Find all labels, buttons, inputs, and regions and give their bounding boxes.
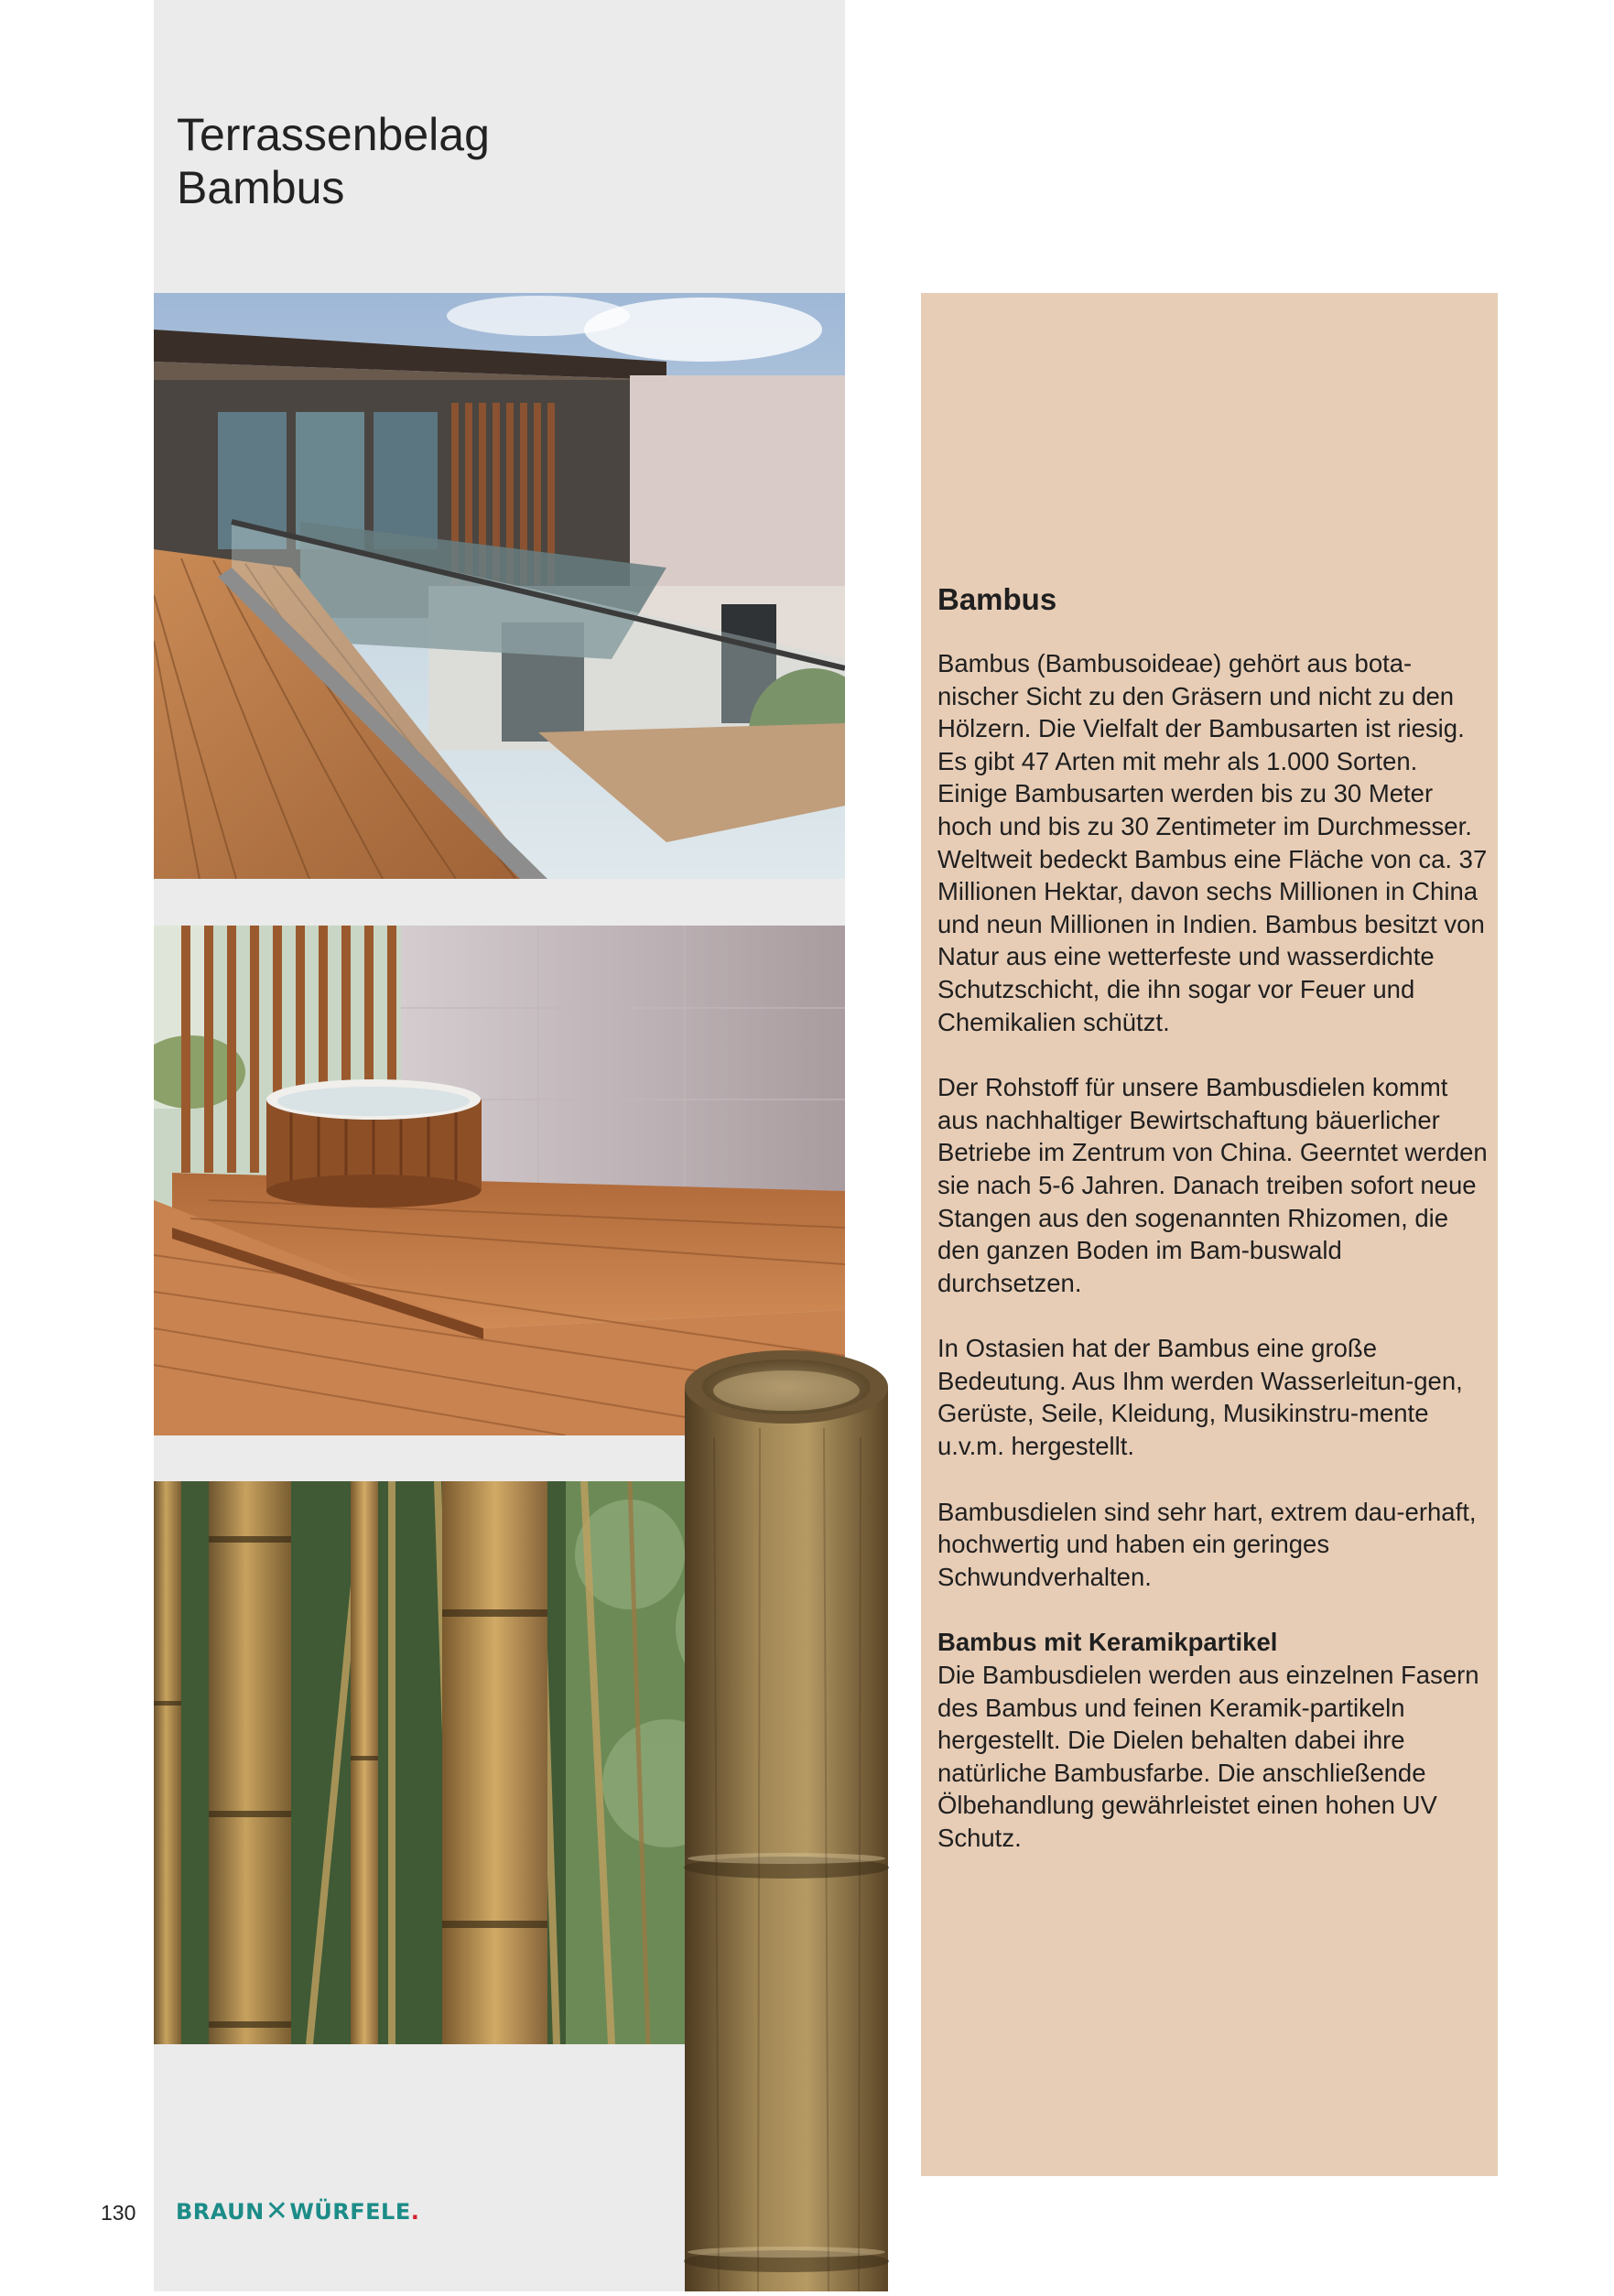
page-title-line-2: Bambus (177, 162, 345, 213)
info-paragraph-4: Bambusdielen sind sehr hart, extrem dau-erhaft, hochwertig und haben ein geringes Schwundverhalten. (937, 1497, 1477, 1591)
page-number: 130 (101, 2201, 136, 2225)
info-paragraph-2: Der Rohstoff für unsere Bambusdielen kommt aus nachhaltiger Bewirtschaftung bäuerlicher Betriebe im Zentrum von China. Geerntet werden sie nach 5-6 Jahren. Danach treiben sofort neue Stangen aus den sogenannten Rhizomen, die den ganzen Boden im Bam-buswald durchsetzen. (937, 1073, 1488, 1297)
logo-text-wuerfele: WÜRFELE (289, 2198, 411, 2225)
page-title (177, 108, 490, 214)
page-title-line-1: Terrassenbelag (177, 109, 490, 160)
info-paragraph-3: In Ostasien hat der Bambus eine große Bedeutung. Aus Ihm werden Wasserleitun-gen, Gerüste, Seile, Kleidung, Musikinstru-mente u.v.m. hergestellt. (937, 1334, 1463, 1461)
info-subheading: Bambus mit Keramikpartikel (937, 1628, 1278, 1657)
logo-dot: . (410, 2198, 420, 2225)
terrace-photo (154, 293, 845, 879)
info-paragraph-1: Bambus (Bambusoideae) gehört aus bota-nischer Sicht zu den Gräsern und nicht zu den Hölzern. Die Vielfalt der Bambusarten ist riesig. Es gibt 47 Arten mit mehr als 1.000 Sorten. Einige Bambusarten werden bis zu 30 Meter hoch und bis zu 30 Zentimeter im Durchmesser. Weltweit bedeckt Bambus eine Fläche von ca. 37 Millionen Hektar, davon sechs Millionen in China und neun Millionen in Indien. Bambus besitzt von Natur aus eine wetterfeste und wasserdichte Schutzschicht, die ihn sogar vor Feuer und Chemikalien schützt. (937, 649, 1488, 1036)
bamboo-stalk-image (677, 1346, 897, 2291)
info-section-ceramic (937, 1626, 1491, 1854)
logo-cross-icon: ✕ (265, 2195, 289, 2227)
info-content (937, 581, 1491, 1888)
brand-logo (176, 2195, 419, 2227)
info-heading: Bambus (937, 582, 1057, 616)
logo-text-braun: BRAUN (176, 2198, 265, 2225)
info-sub-paragraph: Die Bambusdielen werden aus einzelnen Fasern des Bambus und feinen Keramik-partikeln hergestellt. Die Dielen behalten dabei ihre natürliche Bambusfarbe. Die anschließende Ölbehandlung gewährleistet einen hohen UV Schutz. (937, 1661, 1479, 1852)
